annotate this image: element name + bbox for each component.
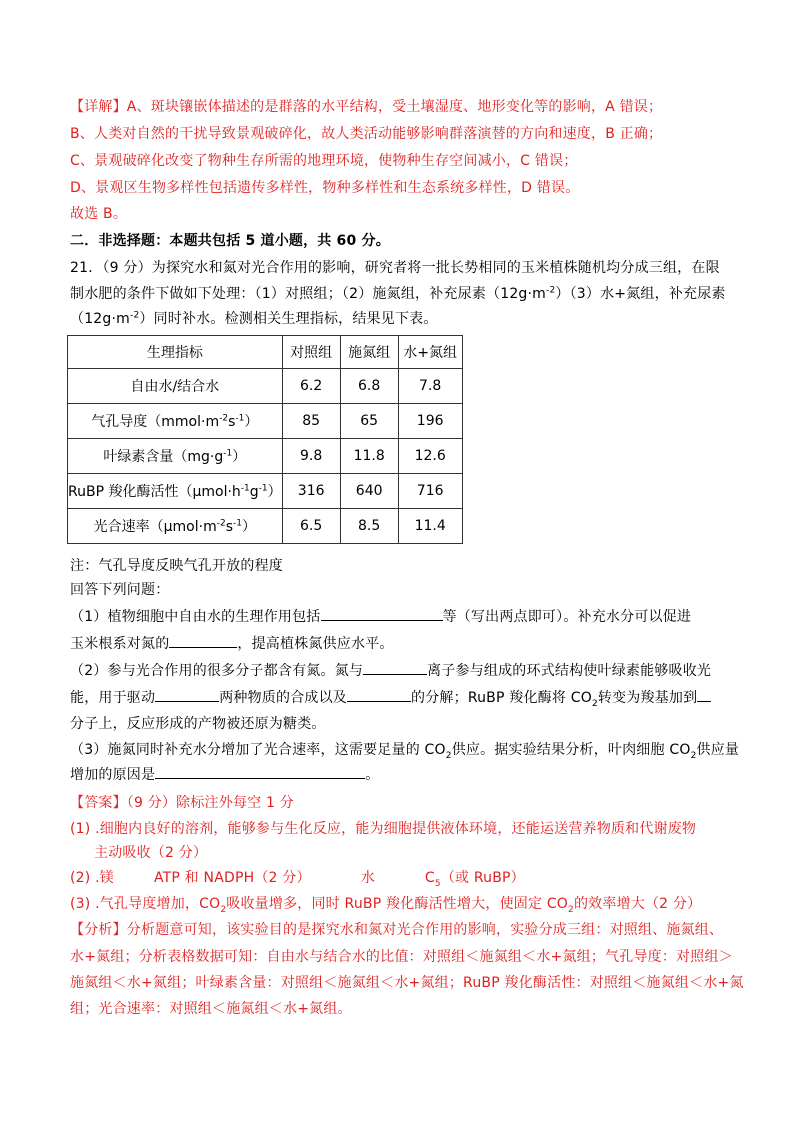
answer-prompt: 回答下列问题： [70, 582, 170, 598]
q3-line-2: 增加的原因是 。 [70, 763, 379, 787]
answer-blank [697, 687, 711, 702]
answer-blank [363, 660, 427, 675]
table-header: 施氮组 [340, 336, 398, 369]
q3-line-1: （3）施氮同时补充水分增加了光合速率，这需要足量的 $CO_2$供应。据实验结果分析，叶肉细胞 $CO_2$供应量 [70, 742, 740, 761]
answer-blank [169, 633, 237, 648]
row-label: 叶绿素含量$(mg\cdot g^{-1})$ [68, 439, 283, 474]
results-table [67, 335, 463, 544]
table-cell: 8.5 [340, 509, 398, 544]
q2-line-3: 分子上，反应形成的产物被还原为糖类。 [70, 716, 326, 732]
answer-blank [155, 687, 219, 702]
table-cell: 9.8 [282, 439, 340, 474]
table-row [68, 404, 463, 439]
answer-3: (3) .气孔导度增加，$CO_2$吸收量增多，同时 RuBP 羧化酶活性增大，使固定 $CO_2$的效率增大（2 分） [70, 896, 702, 915]
table-cell: 85 [282, 404, 340, 439]
question-line-2: 制水肥的条件下做如下处理：（1）对照组；（2）施氮组，补充尿素$(12g\cdot m^{-2})(3)$水+氮组，补充尿素 [70, 285, 726, 302]
table-row [68, 369, 463, 404]
table-header: 对照组 [282, 336, 340, 369]
table-cell: 6.2 [282, 369, 340, 404]
row-label: 气孔导度$(mmol\cdot m^{-2}s^{-1})$ [68, 404, 283, 439]
detail-line-d: D、景观区生物多样性包括遗传多样性，物种多样性和生态系统多样性，D 错误。 [70, 180, 580, 196]
answer-blank [347, 687, 411, 702]
q1-line-2: 玉米根系对氮的 ，提高植株氮供应水平。 [70, 632, 394, 656]
table-note: 注：气孔导度反映气孔开放的程度 [70, 558, 283, 574]
answer-1-cont: 主动吸收（2 分） [94, 845, 208, 861]
table-header: 水+氮组 [398, 336, 462, 369]
q2-line-2: 能，用于驱动 两种物质的合成以及 的分解；RuBP 羧化酶将 $CO_2$转变为羧基加到 [70, 686, 711, 710]
question-line-1: 21．（9 分）为探究水和氮对光合作用的影响，研究者将一批长势相同的玉米植株随机均分成三组，在限 [70, 260, 720, 276]
detail-line-c: C、景观破碎化改变了物种生存所需的地理环境，使物种生存空间减小，C 错误； [70, 153, 578, 169]
table-cell: 6.5 [282, 509, 340, 544]
question-line-3: $(12g\cdot m^{-2})$同时补水。检测相关生理指标，结果见下表。 [70, 310, 438, 327]
table-row [68, 439, 463, 474]
table-cell: 6.8 [340, 369, 398, 404]
answer-2: (2) .镁 ATP 和 NADPH（2 分） 水 $C_5$（或 RuBP） [70, 870, 525, 889]
analysis-line-1: 【分析】分析题意可知，该实验目的是探究水和氮对光合作用的影响，实验分成三组：对照组、施氮组、 [70, 922, 724, 938]
table-cell: 7.8 [398, 369, 462, 404]
answer-heading: 【答案】（9 分）除标注外每空 1 分 [70, 795, 294, 811]
analysis-line-4: 组；光合速率：对照组＜施氮组＜水+氮组。 [70, 1001, 352, 1017]
section-title: 二．非选择题：本题共包括 5 道小题，共 60 分。 [70, 233, 390, 249]
row-label: 自由水/结合水 [68, 369, 283, 404]
detail-line-a: 【详解】A、斑块镶嵌体描述的是群落的水平结构，受土壤湿度、地形变化等的影响，A 错误； [70, 99, 663, 115]
table-cell: 11.4 [398, 509, 462, 544]
table-cell: 65 [340, 404, 398, 439]
table-header: 生理指标 [68, 336, 283, 369]
table-cell: 316 [282, 474, 340, 509]
detail-line-b: B、人类对自然的干扰导致景观破碎化，故人类活动能够影响群落演替的方向和速度，B 正确； [70, 126, 663, 142]
row-label: RuBP 羧化酶活性$(\mu mol\cdot h^{-1}g^{-1})$ [68, 474, 283, 509]
table-header-row [68, 336, 463, 369]
table-cell: 716 [398, 474, 462, 509]
table-row [68, 509, 463, 544]
q1-line-1: （1）植物细胞中自由水的生理作用包括 等（写出两点即可）。补充水分可以促进 [70, 605, 691, 629]
table-cell: 11.8 [340, 439, 398, 474]
answer-blank [321, 606, 443, 621]
table-cell: 196 [398, 404, 462, 439]
row-label: 光合速率$(\mu mol\cdot m^{-2}s^{-1})$ [68, 509, 283, 544]
answer-1: (1) .细胞内良好的溶剂，能够参与生化反应，能为细胞提供液体环境，还能运送营养物质和代谢废物 [70, 821, 697, 837]
analysis-line-3: 施氮组＜水+氮组；叶绿素含量：对照组＜施氮组＜水+氮组；RuBP 羧化酶活性：对照组＜施氮组＜水+氮 [70, 975, 744, 991]
q2-line-1: （2）参与光合作用的很多分子都含有氮。氮与 离子参与组成的环式结构使叶绿素能够吸收光 [70, 659, 711, 683]
table-cell: 640 [340, 474, 398, 509]
analysis-line-2: 水+氮组；分析表格数据可知：自由水与结合水的比值：对照组＜施氮组＜水+氮组；气孔导度：对照组＞ [70, 949, 733, 965]
table-cell: 12.6 [398, 439, 462, 474]
detail-conclusion: 故选 B。 [70, 206, 128, 222]
answer-blank [155, 764, 365, 779]
table-row [68, 474, 463, 509]
